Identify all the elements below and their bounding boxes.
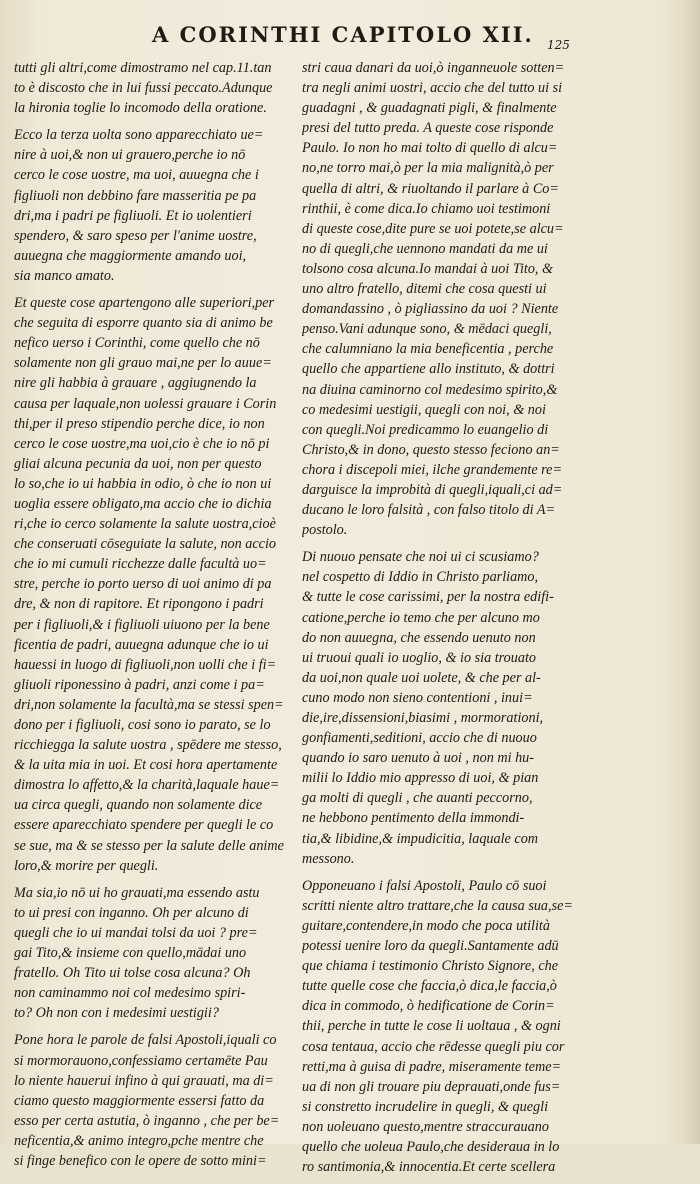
text-line: do non auuegna, che essendo uenuto non [302,629,536,646]
text-line: na diuina caminorno col medesimo spirito,& [302,381,558,398]
text-line: nefico uerso i Corinthi, come quello che nō [14,335,260,352]
text-line: quello che uoleua Paulo,che desideraua in lo [302,1138,560,1155]
text-line: dri,non solamente la facultà,ma se stessi spen= [14,696,284,713]
text-line: dimostra lo affetto,& la charità,laquale haue= [14,777,280,794]
text-line: uoglia essere obligato,ma accio che io dichia [14,495,272,512]
text-line: non caminammo noi col medesimo spiri- [14,985,246,1002]
text-line: dica in commodo, ò hedificatione de Corin= [302,998,555,1015]
page-edge-shadow [682,0,700,1144]
text-line: esso per certa astutia, ò inganno , che per be= [14,1112,280,1129]
text-line: che seguita di esporre quanto sia di animo be [14,315,273,332]
paragraph [14,883,292,1024]
left-column [14,58,292,1178]
text-line: tra negli animi uostri, accio che del tutto ui si [302,80,563,97]
text-line: ciamo questo maggiormente essersi fatto da [14,1092,265,1109]
text-line: to ui presi con inganno. Oh per alcuno di [14,904,249,921]
text-line: loro,& morire per quegli. [14,857,159,874]
text-line: quella di altri, & riuoltando il parlare à Co= [302,180,559,197]
text-line: Di nuouo pensate che noi ui ci scusiamo? [302,549,539,566]
text-line: essere aparecchiato spendere per quegli le co [14,817,274,834]
text-line: ua circa quegli, quando non solamente dice [14,797,263,814]
text-line: cosa tentaua, accio che rēdesse quegli piu cor [302,1038,565,1055]
text-line: con quegli.Noi predicammo lo euangelio di [302,421,549,438]
paragraph [302,876,587,1177]
paragraph [14,293,292,876]
text-line: cuno modo non sieno contentioni , inui= [302,689,533,706]
text-line: tia,& libidine,& impudicitia, laquale com [302,830,539,847]
text-line: to? Oh non con i medesimi uestigii? [14,1005,219,1022]
text-line: ro santimonia,& innocentia.Et certe scellera [302,1159,556,1176]
text-line: co medesimi uestigii, quegli con noi, & noi [302,401,546,418]
text-line: to è discosto che in lui fussi peccato.Adunque [14,80,273,97]
text-line: penso.Vani adunque sono, & mēdaci quegli, [302,321,552,338]
text-line: dre, & non di rapitore. Et ripongono i padri [14,596,264,613]
text-line: fratello. Oh Tito ui tolse cosa alcuna? Oh [14,965,251,982]
text-line: postolo. [302,522,348,539]
text-line: guadagni , & guadagnati pigli, & finalmente [302,100,557,117]
text-line: quegli che io ui mandai tolsi da uoi ? pre= [14,924,258,941]
text-line: rinthii, è come dica.Io chiamo uoi testimoni [302,200,551,217]
text-line: que chiama i testimonio Christo Signore, che [302,958,559,975]
text-line: chora i discepoli miei, ilche grandemente re= [302,461,563,478]
text-line: & tutte le cose carissimi, per la nostra edifi- [302,589,554,606]
text-line: Opponeuano i falsi Apostoli, Paulo cō suoi [302,877,547,894]
text-line: che io mi cumuli ricchezze dalle facultà uo= [14,556,267,573]
page-number: 125 [547,38,570,52]
text-line: dri,ma i padri pe figliuoli. Et io uolentieri [14,207,252,224]
text-line: nel cospetto di Iddio in Christo parliamo, [302,569,539,586]
text-line: di queste cose,dite pure se uoi potete,se alcu= [302,220,564,237]
right-column [302,58,587,1184]
text-line: neficentia,& animo integro,pche mentre che [14,1132,264,1149]
text-line: scritti niente altro trattare,che la causa sua,se= [302,897,573,914]
text-line: che calumniano la mia beneficentia , perche [302,341,554,358]
text-line: per i figliuoli,& i figliuoli uiuono per la bene [14,616,270,633]
text-line: uno altro fratello, ditemi che cosa questi ui [302,281,547,298]
text-line: tutti gli altri,come dimostramo nel cap.11.tan [14,60,272,76]
text-line: domandassino , ò pigliassino da uoi ? Niente [302,301,559,318]
text-line: hauessi in luogo di figliuoli,non uolli che i fi= [14,656,277,673]
text-line: Ma sia,io nō ui ho grauati,ma essendo astu [14,884,260,901]
text-line: presi del tutto preda. A queste cose risponde [302,120,554,137]
text-line: guitare,contendere,in modo che poca utilità [302,917,550,934]
paragraph [14,125,292,286]
text-line: ducano le loro falsità , con falso titolo di A= [302,502,556,519]
text-line: Pone hora le parole de falsi Apostoli,iquali co [14,1032,277,1049]
text-line: darguisce la improbità di quegli,iquali,ci ad= [302,481,563,498]
text-line: lo niente hauerui infino à qui grauati, ma di= [14,1072,274,1089]
text-line: quando io saro uenuto à uoi , non mi hu- [302,750,534,767]
text-line: figliuoli non debbino fare masseritia pe pa [14,187,257,204]
text-line: tolsono cosa alcuna.Io mandai à uoi Tito, & [302,260,554,277]
text-line: stre, perche io porto uerso di uoi animo di pa [14,576,272,593]
text-line: gliai alcuna pecunia da uoi, non per questo [14,455,262,472]
text-line: non uoleuano questo,mentre straccurauano [302,1118,549,1135]
text-line: ua di non gli trouare piu deprauati,onde fus= [302,1078,561,1095]
paragraph [14,1030,292,1171]
text-line: die,ire,dissensioni,biasimi , mormorationi, [302,710,544,726]
text-line: stri caua danari da uoi,ò inganneuole sotten= [302,60,565,76]
text-line: cerco le cose uostre, ma uoi, auuegna che i [14,167,259,184]
text-line: messono. [302,850,355,867]
text-line: tutte quelle cose che faccia,ò dica,le faccia,ò [302,978,557,995]
text-line: si constretto incrudelire in quegli, & quegli [302,1098,549,1115]
text-line: spendero, & saro speso per l'anime uostre, [14,227,257,244]
text-line: ficentia de padri, auuegna adunque che io ui [14,636,269,653]
text-line: potessi uenire loro da quegli.Santamente adū [302,938,559,955]
text-line: nire à uoi,& non ui grauero,perche io nō [14,147,246,164]
text-line: gonfiamenti,seditioni, accio che di nuouo [302,730,537,747]
paragraph [14,58,292,118]
text-line: gai Tito,& insieme con quello,mādai uno [14,945,247,962]
text-line: se sue, ma & se stesso per la salute delle anime [14,837,284,854]
text-line: retti,ma à guisa di padre, miseramente teme= [302,1058,562,1075]
text-line: Ecco la terza uolta sono apparecchiato ue= [14,127,264,144]
running-title: A CORINTHI CAPITOLO XII. [152,22,534,47]
text-line: milii lo Iddio mio appresso di uoi, & pian [302,770,539,787]
text-line: causa per laquale,non uolessi grauare i Corin [14,395,277,412]
text-line: si mormorauono,confessiamo certamēte Pau [14,1052,268,1069]
text-line: thi,per il preso stipendio perche dice, io non [14,415,265,432]
text-line: solamente non gli grauo mai,ne per lo auue= [14,355,272,372]
text-line: nire gli habbia à grauare , aggiugnendo la [14,375,257,392]
text-line: ui truoui quali io uoglio, & io sia trouato [302,649,536,666]
text-line: la hironia toglie lo incomodo della oratione. [14,100,267,117]
text-line: lo so,che io ui habbia in odio, ò che io non ui [14,475,272,492]
text-line: da uoi,non quale uoi uolete, & che per al- [302,669,541,686]
text-line: Et queste cose apartengono alle superiori,per [14,295,275,312]
text-line: ri,che io cerco solamente la salute uostra,cioè [14,516,276,533]
paragraph [302,58,587,540]
text-line: quello che appartiene allo instituto, & dottri [302,361,555,378]
text-line: Paulo. Io non ho mai tolto di quello di alcu= [302,140,558,157]
text-line: ne hebbono pentimento della immondi- [302,810,525,827]
text-line: si finge benefico con le opere de sotto mini= [14,1152,267,1169]
running-head [0,22,700,52]
text-line: auuegna che maggiormente amando uoi, [14,247,247,264]
text-line: Christo,& in dono, questo stesso feciono an= [302,441,560,458]
text-line: cerco le cose uostre,ma uoi,cio è che io nō pi [14,435,270,452]
text-line: ga molti di quegli , che auanti peccorno, [302,790,533,807]
text-line: no,ne torro mai,ò per la mia malignità,ò per [302,160,554,177]
text-line: sia manco amato. [14,267,115,284]
text-line: no di quegli,che uennono mandati da me ui [302,240,548,257]
text-line: che conseruati cōseguiate la salute, non accio [14,536,277,553]
text-line: & la uita mia in uoi. Et cosi hora apertamente [14,757,278,774]
paragraph [302,547,587,869]
text-line: thii, perche in tutte le cose li uoltaua , & ogni [302,1018,561,1035]
text-line: catione,perche io temo che per alcuno mo [302,609,540,626]
text-line: dono per i figliuoli, cosi sono io parato, se lo [14,717,271,733]
text-line: gliuoli riponessino à padri, anzi come i pa= [14,676,265,693]
text-line: ricchiegga la salute uostra , spēdere me stesso, [14,737,282,754]
